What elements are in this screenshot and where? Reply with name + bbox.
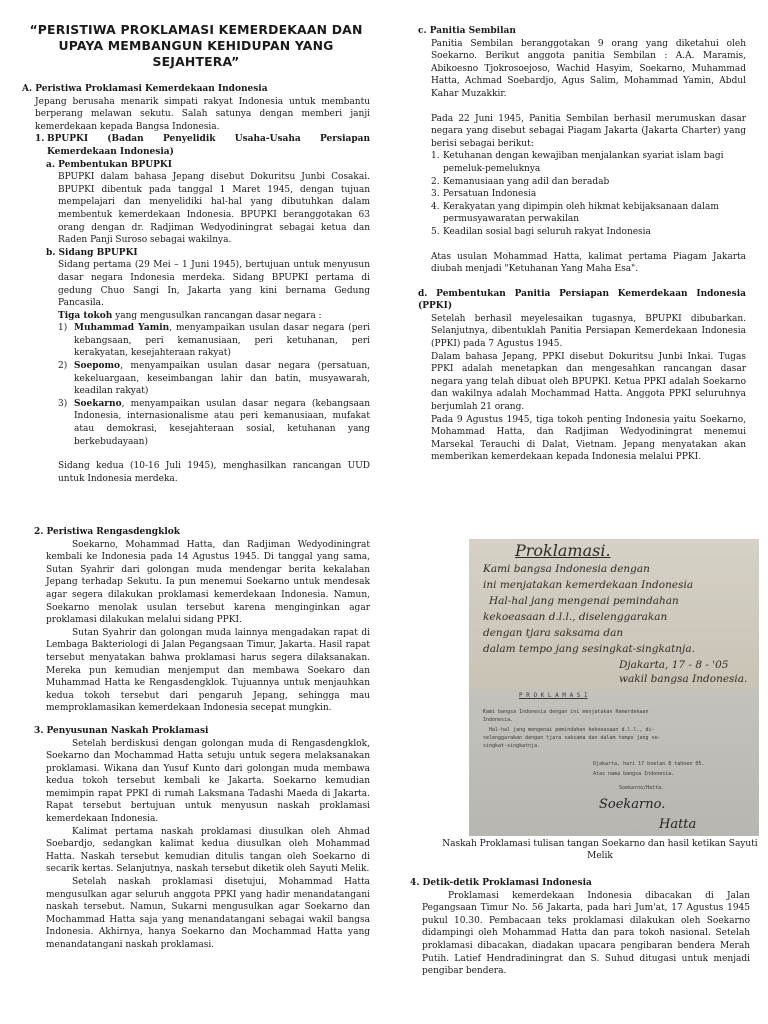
title-line-1: “PERISTIWA PROKLAMASI KEMERDEKAAN DAN (29, 22, 363, 37)
manuscript-line: Hal-hal jang mengenai pemindahan (489, 595, 679, 607)
panitia-text-3: Atas usulan Mohammad Hatta, kalimat pertama Piagam Jakarta diubah menjadi "Ketuhanan Yang Maha Esa". (431, 251, 746, 275)
rengasdengklok-p2: Sutan Syahrir dan golongan muda lainnya mengadakan rapat di Lembaga Bakteriologi di Jalan Pegangsaan Timur, Jakarta. Hasil rapat tersebut menyatakan bahwa proklamasi harus segera dilaksanakan. Mereka pun kemudian menjemput dan membawa Soekaro dan Muhammad Hatta ke Rengasdengklok. Tujuannya untuk menjauhkan kedua tokoh tersebut dari pengaruh Jepang, sehingga mau memproklamasikan kemerdekaan Indonesia secepat mungkin. (46, 627, 370, 714)
tokoh-item (22, 322, 370, 360)
tokoh-desc: , menyampaikan usulan dasar negara (kebangsaan Indonesia, internasionalisme atau peri kemanusiaan, mufakat atau demokrasi, kesejahteraan sosial, ketuhanan yang berkebudayaan) (74, 398, 370, 447)
rengasdengklok-p1: Soekarno, Mohammad Hatta, dan Radjiman Wedyodiningrat kembali ke Indonesia pada 14 Agustus 1945. Di tanggal yang sama, Sutan Syahrir dari golongan muda mendengar berita kekalahan Jepang terhadap Sekutu. Ia pun menemui Soekarno untuk mendesak agar segera dilakukan proklamasi kemerdekaan Indonesia. Namun, Soekarno menolak usulan tersebut karena menginginkan agar proklamasi dilakukan melalui sidang PPKI. (46, 539, 370, 626)
manuscript-line: dalam tempo jang sesingkat-singkatnja. (483, 643, 695, 655)
proklamasi-photo (469, 539, 759, 836)
handwritten-manuscript (469, 539, 759, 689)
list-item: 5. Keadilan sosial bagi seluruh rakyat Indonesia (431, 226, 651, 237)
section-detik-detik (410, 877, 750, 978)
tokoh-item (22, 360, 370, 398)
soekarno-signature: Soekarno. (599, 797, 666, 812)
pembentukan-bpupki-text: BPUPKI dalam bahasa Jepang disebut Dokuritsu Junbi Cosakai. BPUPKI dibentuk pada tanggal 1 Maret 1945, dengan tujuan mempelajari dan menyelidiki hal-hal yang dibutuhkan dalam membentuk kemerdekaan Indonesia. BPUPKI beranggotakan 63 orang dengan dr. Radjiman Wedyodiningrat sebagai ketua dan Raden Panji Suroso sebagai wakilnya. (58, 172, 370, 246)
tokoh-desc: , menyampaikan usulan dasar negara (persatuan, kekeluargaan, keseimbangan lahir dan batin, musyawarah, keadilan rakyat) (74, 361, 370, 397)
manuscript-line: Kami bangsa Indonesia dengan (483, 563, 650, 575)
photo-caption: Naskah Proklamasi tulisan tangan Soekarno dan hasil ketikan Sayuti Melik (442, 839, 758, 861)
typed-line: Djakarta, hari 17 boelan 8 tahoen 05. (593, 761, 705, 767)
manuscript-title: Proklamasi. (515, 541, 611, 560)
manuscript-line: ini menjatakan kemerdekaan Indonesia (483, 579, 694, 591)
piagam-jakarta-list (418, 150, 746, 238)
typed-title: P R O K L A M A S I (519, 692, 588, 699)
typed-line: selenggarakan dengan tjara saksama dan dalam tempo jang se- (483, 735, 661, 741)
section-a-intro: Jepang berusaha menarik simpati rakyat Indonesia untuk membantu berperang melawan sekutu. Salah satunya dengan memberi janji kemerdekaan kepada Bangsa Indonesia. (35, 96, 370, 132)
bpupki-heading-row (22, 133, 370, 158)
detik-heading: 4. Detik-detik Proklamasi Indonesia (410, 878, 592, 888)
typed-line: Indonesia. (483, 717, 514, 723)
typed-line: Atas nama bangsa Indonesia. (593, 771, 675, 777)
naskah-p3: Setelah naskah proklamasi disetujui, Mohammad Hatta mengusulkan agar seluruh anggota PPKI yang hadir menandatangani naskah tersebut. Namun, Sukarni mengusulkan agar Soekarno dan Mochammad Hatta saja yang menandatangani sebagai wakil bangsa Indonesia. Akhirnya, hanya Soekarno dan Mochammad Hatta yang menandatangani naskah proklamasi. (46, 877, 370, 950)
manuscript-line: dengan tjara saksama dan (483, 627, 624, 639)
naskah-p2: Kalimat pertama naskah proklamasi diusulkan oleh Ahmad Soebardjo, sedangkan kalimat kedua diusulkan oleh Mohammad Hatta. Naskah tersebut kemudian ditulis tangan oleh Soekarno di secarik kertas. Selanjutnya, naskah tersebut diketik oleh Sayuti Melik. (46, 826, 370, 875)
section-rengasdengklok (34, 526, 370, 952)
typed-manuscript (469, 689, 759, 836)
section-a (22, 83, 370, 485)
panitia-heading: c. Panitia Sembilan (418, 26, 516, 36)
hatta-signature: Hatta (659, 817, 697, 832)
ppki-text-3: Pada 9 Agustus 1945, tiga tokoh penting Indonesia yaitu Soekarno, Mohammad Hatta, dan Radjiman Wedyodiningrat menemui Marsekal Terauchi di Dalat, Vietnam. Jepang menyatakan akan memberikan kemerdekaan kepada Indonesia melalui PPKI. (431, 414, 746, 463)
tokoh-desc: , menyampaikan usulan dasar negara (peri kebangsaan, peri kemanusiaan, peri ketuhanan, peri kerakyatan, kesejahteraan rakyat) (74, 323, 370, 359)
sidang-kedua-text: Sidang kedua (10-16 Juli 1945), menghasilkan rancangan UUD untuk Indonesia merdeka. (58, 461, 370, 484)
sidang-bpupki-text: Sidang pertama (29 Mei – 1 Juni 1945), bertujuan untuk menyusun dasar negara Indonesia merdeka. Sidang BPUPKI pertama di gedung Chuo Sangi In, Jakarta yang kini bernama Gedung Pancasila. (58, 260, 370, 309)
tiga-tokoh-bold: Tiga tokoh (58, 310, 113, 321)
tiga-tokoh-rest: yang mengusulkan rancangan dasar negara : (112, 310, 322, 321)
section-a-heading: A. Peristiwa Proklamasi Kemerdekaan Indonesia (22, 84, 268, 94)
manuscript-line: kekoeasaan d.l.l., diselenggarakan (483, 611, 668, 623)
tokoh-name: Muhammad Yamin (74, 323, 170, 334)
title-line-2: UPAYA MEMBANGUN KEHIDUPAN YANG (58, 38, 334, 53)
manuscript-line: wakil bangsa Indonesia. (619, 673, 748, 685)
typed-line: Hal-hal jang mengenai pemindahan kekoeasaan d.l.l., di- (489, 727, 655, 733)
rengasdengklok-heading: 2. Peristiwa Rengasdengklok (34, 527, 180, 537)
bpupki-heading: BPUPKI (Badan Penyelidik Usaha-Usaha Persiapan Kemerdekaan Indonesia) (47, 134, 370, 157)
list-item: 3. Persatuan Indonesia (431, 189, 537, 200)
ppki-text-1: Setelah berhasil meyelesaikan tugasnya, BPUPKI dibubarkan. Selanjutnya, dibentuklah Panitia Persiapan Kemerdekaan Indonesia (PPKI) pada 7 Agustus 1945. (431, 313, 746, 350)
tokoh-num: 3) (58, 398, 68, 409)
ppki-text-2: Dalam bahasa Jepang, PPKI disebut Dokuritsu Junbi Inkai. Tugas PPKI adalah menetapkan dan mengesahkan rancangan dasar negara yang telah dibuat oleh BPUPKI. Ketua PPKI adalah Soekarno dan wakilnya adalah Mochammad Hatta. Anggota PPKI seluruhnya berjumlah 21 orang. (431, 351, 746, 413)
list-item: 4. Kerakyatan yang dipimpin oleh hikmat kebijaksanaan dalam permusyawaratan perwakilan (431, 201, 719, 225)
bpupki-num: 1. (35, 134, 45, 145)
tokoh-name: Soepomo (74, 361, 121, 372)
sidang-bpupki-heading: b. Sidang BPUPKI (46, 247, 138, 258)
panitia-text-2: Pada 22 Juni 1945, Panitia Sembilan berhasil merumuskan dasar negara yang disebut sebagai Piagam Jakarta (Jakarta Charter) yang berisi sebagai berikut: (431, 113, 746, 149)
tokoh-name: Soekarno (74, 398, 122, 409)
tiga-tokoh-line (22, 310, 370, 323)
list-item: 1. Ketuhanan dengan kewajiban menjalankan syariat islam bagi pemeluk-pemeluknya (431, 151, 724, 174)
tokoh-num: 2) (58, 361, 68, 372)
panitia-sembilan (418, 25, 746, 464)
detik-p1: Proklamasi kemerdekaan Indonesia dibacakan di Jalan Pegangsaan Timur No. 56 Jakarta, pada hari Jum'at, 17 Agustus 1945 pukul 10.30. Pembacaan teks proklamasi dilakukan oleh Soekarno didampingi oleh Mohammad Hatta dan para tokoh nasional. Setelah proklamasi dibacakan, diadakan upacara pengibaran bendera Merah Putih. Latief Hendradiningrat dan S. Suhud ditugasi untuk menjadi pengibar bendera. (422, 890, 750, 977)
tokoh-item (22, 398, 370, 448)
document-title (22, 22, 370, 70)
naskah-p1: Setelah berdiskusi dengan golongan muda di Rengasdengklok, Soekarno dan Mochammad Hatta setuju untuk segera melaksanakan proklamasi. Wikana dan Yusuf Kunto dari golongan muda membawa kedua tokoh tersebut kembali ke Jakarta. Soekarno kemudian memimpin rapat PPKI di rumah Laksmana Tadashi Maeda di Jakarta. Rapat tersebut bertujuan untuk menyusun naskah proklamasi kemerdekaan Indonesia. (46, 738, 370, 825)
naskah-heading: 3. Penyusunan Naskah Proklamasi (34, 725, 209, 736)
tokoh-text (74, 360, 370, 398)
pembentukan-bpupki-heading: a. Pembentukan BPUPKI (46, 159, 172, 170)
title-line-3: SEJAHTERA” (152, 54, 240, 69)
typed-line: Soekarno/Hatta. (619, 785, 665, 791)
tokoh-text (74, 398, 370, 448)
tokoh-text (74, 322, 370, 360)
tokoh-num: 1) (58, 323, 68, 334)
ppki-heading: d. Pembentukan Panitia Persiapan Kemerdekaan Indonesia (PPKI) (418, 288, 746, 312)
list-item: 2. Kemanusiaan yang adil dan beradab (431, 176, 610, 187)
panitia-text-1: Panitia Sembilan beranggotakan 9 orang yang diketahui oleh Soekarno. Berikut anggota panitia Sembilan : A.A. Maramis, Abikoesno Tjokrosoejoso, Wachid Hasyim, Soekarno, Muhammad Hatta, Achmad Soebardjo, Agus Salim, Mohammad Yamin, Abdul Kahar Muzakkir. (431, 38, 746, 99)
typed-line: Kami bangsa Indonesia dengan ini menjatakan Kemerdekaan (483, 709, 649, 715)
typed-line: singkat-singkatnja. (483, 743, 541, 749)
manuscript-line: Djakarta, 17 - 8 - '05 (619, 659, 729, 671)
